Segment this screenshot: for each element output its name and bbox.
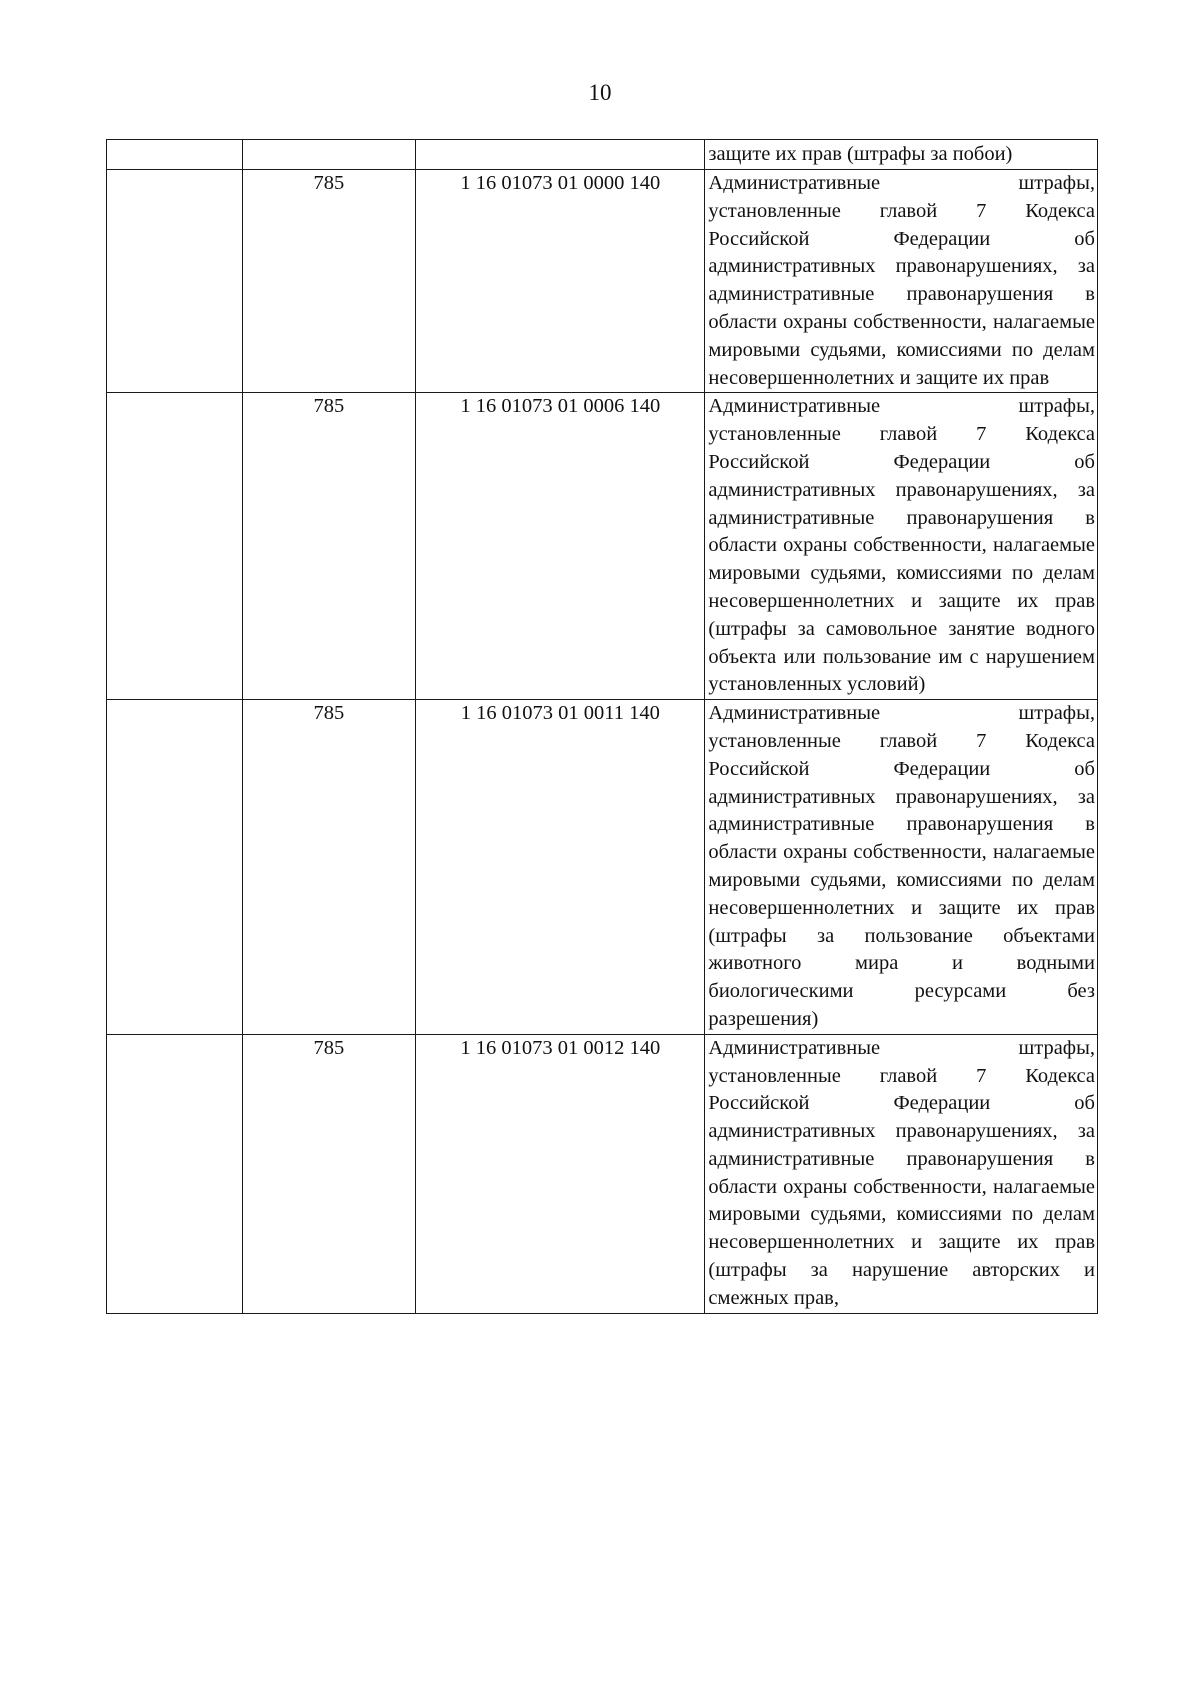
description-cell: Административные штрафы, установленные главой 7 Кодекса Российской Федерации об административных правонарушениях, за административные правонарушения в области охраны собственности, налагаемые мировыми судьями, комиссиями по делам несовершеннолетних и защите их прав (штрафы за нарушение авторских и смежных прав, <box>705 1034 1098 1313</box>
admin-code-cell <box>242 140 416 170</box>
admin-code-cell: 785 <box>242 700 416 1035</box>
empty-cell <box>107 700 243 1035</box>
description-cell: Административные штрафы, установленные главой 7 Кодекса Российской Федерации об административных правонарушениях, за административные правонарушения в области охраны собственности, налагаемые мировыми судьями, комиссиями по делам несовершеннолетних и защите их прав <box>705 170 1098 393</box>
admin-code-cell: 785 <box>242 393 416 700</box>
admin-code-cell: 785 <box>242 1034 416 1313</box>
table-row <box>107 1034 1098 1313</box>
description-cell: Административные штрафы, установленные главой 7 Кодекса Российской Федерации об административных правонарушениях, за административные правонарушения в области охраны собственности, налагаемые мировыми судьями, комиссиями по делам несовершеннолетних и защите их прав (штрафы за самовольное занятие водного объекта или пользование им с нарушением установленных условий) <box>705 393 1098 700</box>
admin-code-cell: 785 <box>242 170 416 393</box>
empty-cell <box>107 393 243 700</box>
empty-cell <box>107 140 243 170</box>
kbk-code-cell: 1 16 01073 01 0011 140 <box>416 700 705 1035</box>
empty-cell <box>107 170 243 393</box>
description-cell: Административные штрафы, установленные главой 7 Кодекса Российской Федерации об административных правонарушениях, за административные правонарушения в области охраны собственности, налагаемые мировыми судьями, комиссиями по делам несовершеннолетних и защите их прав (штрафы за пользование объектами животного мира и водными биологическими ресурсами без разрешения) <box>705 700 1098 1035</box>
budget-codes-table <box>106 139 1098 1314</box>
kbk-code-cell: 1 16 01073 01 0000 140 <box>416 170 705 393</box>
empty-cell <box>107 1034 243 1313</box>
table-row <box>107 700 1098 1035</box>
table-row-continuation <box>107 140 1098 170</box>
table-row <box>107 393 1098 700</box>
page-number: 10 <box>588 80 612 105</box>
description-cell: защите их прав (штрафы за побои) <box>705 140 1098 170</box>
table-row <box>107 170 1098 393</box>
kbk-code-cell <box>416 140 705 170</box>
kbk-code-cell: 1 16 01073 01 0012 140 <box>416 1034 705 1313</box>
kbk-code-cell: 1 16 01073 01 0006 140 <box>416 393 705 700</box>
